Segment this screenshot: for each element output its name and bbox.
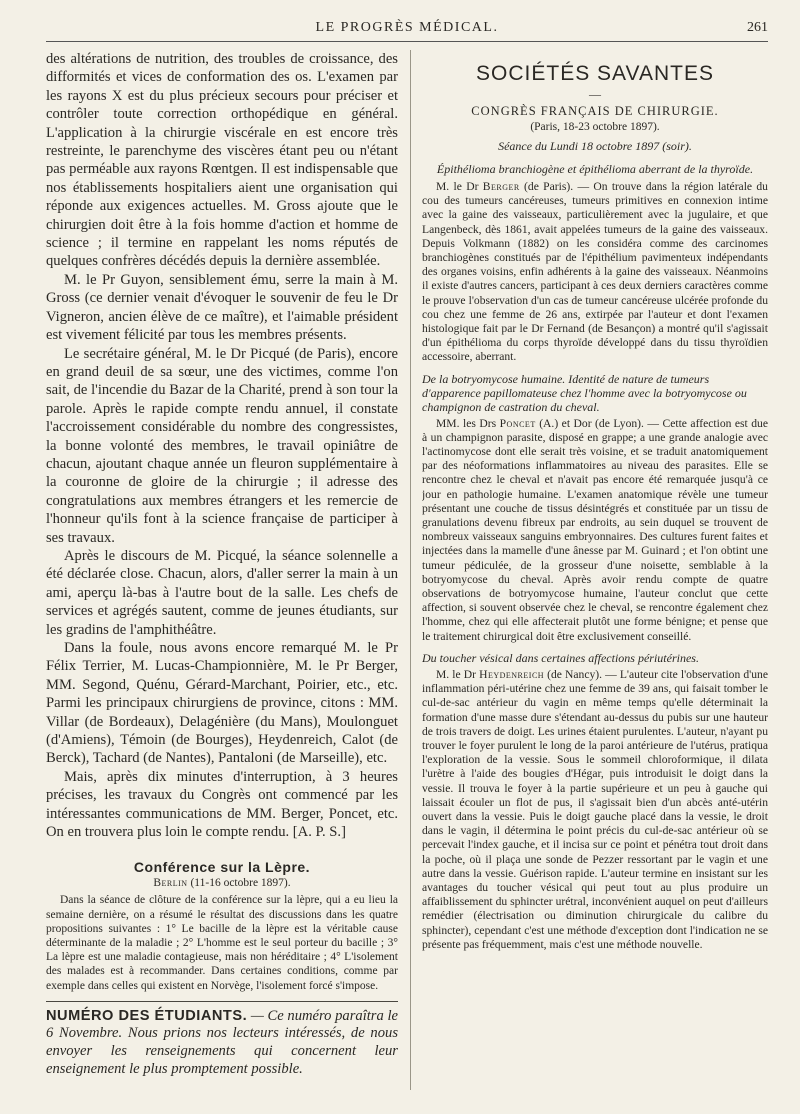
seance-line [422, 139, 768, 154]
lepre-title: Conférence sur la Lèpre. [133, 859, 311, 876]
right-column [422, 50, 768, 1088]
congress-dates: (Paris, 18-23 octobre 1897). [530, 121, 660, 133]
article-body [422, 417, 768, 644]
notice-text: — Ce numéro paraîtra le 6 Novembre. Nous prions nos lecteurs intéressés, de nous envoyer les renseignements qui concernent leur enseignement le plus promptement possible. [46, 1007, 398, 1077]
running-head [46, 14, 768, 44]
congress-title: CONGRÈS FRANÇAIS DE CHIRURGIE. [471, 104, 719, 118]
column-divider [410, 50, 411, 1090]
speaker-name: Berger [482, 180, 520, 193]
section-title: SOCIÉTÉS SAVANTES [476, 62, 714, 85]
article-text: (A.) et Dor (de Lyon). — Cette affection est due à un champignon parasite, disposé en grappe; a une grande analogie avec l'actinomycose dont elle serait très voisine, et se traduit anatomiquement par des néoformations inflammatoires au niveau des parasites. Elle se rencontre chez le cheval et n'avait pas encore été remarquée jusqu'à ce jour en pathologie humaine. L'examen anatomique révèle une tumeur présentant une couche de tissus désintégrés et constituée par un tissu de granulations devenu fibreux par endroits, au sein duquel se trouvent de nombreux vaisseaux sanguins embryonnaires. Des cultures furent faites et injectées dans la mamelle d'une ânesse par M. Guinard ; et l'on obtint une tumeur pédiculée, de la grosseur d'une noisette, semblable à la botryomycose du cheval. Après avoir rendu compte de quatre observations de botryomycose humaine, l'auteur conclut que cette affection, si souvent observée chez le cheval, se rencontre également chez l'homme, chez qui elle affecterait plutôt une forme bénigne; et pense que le traitement chirurgical doit être exclusivement conseillé. [422, 416, 768, 643]
article-lead: MM. les Drs [436, 416, 500, 430]
lepre-place [46, 877, 398, 889]
left-column [46, 50, 398, 1088]
article-lead: M. le Dr [436, 667, 480, 681]
article-heading: Épithélioma branchiogène et épithélioma aberrant de la thyroïde. [436, 162, 754, 176]
speaker-name: Poncet [499, 416, 536, 430]
paragraph: Après le discours de M. Picqué, la séance solennelle a été déclarée close. Chacun, alors, d'aller serrer la main à un ami, aperçu là-bas à l'autre bout de la salle. Les chefs de services et agrégés sautent, comme de jeunes étudiants, sur les gradins de l'amphithéâtre. [46, 547, 398, 638]
article-heading: De la botryomycose humaine. Identité de nature de tumeurs d'apparence papillomateuse chez l'homme avec la botryomycose ou champignon de castration du cheval. [422, 371, 747, 414]
notice-heading: NUMÉRO DES ÉTUDIANTS. [46, 1007, 248, 1024]
article-body [422, 668, 768, 952]
lepre-text: Dans la séance de clôture de la conférence sur la lèpre, qui a eu lieu la semaine dernière, on a résumé le résultat des discussions dans les quatre propositions suivantes : 1° Le bacille de la lèpre est la véritable cause déterminante de la maladie ; 2° L'homme est le seul porteur du bacille ; 3° La lèpre est une maladie contagieuse, mais non héréditaire ; 4° L'isolement des malades est à recommander. Dans certaines conditions, comme par exemple dans celles qui existent en Norvège, l'isolement forcé s'impose. [46, 894, 398, 992]
section-dash: — [589, 87, 601, 101]
divider [46, 1001, 398, 1002]
article-lead: M. le Dr [436, 180, 483, 193]
seance-text: Séance du Lundi 18 octobre 1897 (soir). [498, 139, 692, 153]
header-rule [46, 41, 768, 42]
article-text: (de Paris). — On trouve dans la région latérale du cou des tumeurs cancéreuses, tumeurs primitives en connexion intime avec la gaine des vaisseaux, particulièrement avec la jugulaire, et que Langenbeck, dès 1861, avait appelées tumeurs de la gaine des vaisseaux. Depuis Volkmann (1882) on les considéra comme des carcinomes branchiogènes constitués par de l'épithélium pavimenteux indépendants des organes voisins, enfin adhérents à la gaine des vaisseaux. Néanmoins il existe d'autres cancers, participant à ces deux derniers caractères comme le prouve l'observation d'un cas de tumeur cancéreuse ulcérée profonde du cou chez une femme de 26 ans, extirpée par l'auteur et dont l'examen histologique fait par le Dr Fernand (de Besançon) a montré qu'il s'agissait d'un épithélioma du corps thyroïde développé dans du tissu thyroïdien accessoire, aberrant. [422, 180, 768, 364]
paragraph: Le secrétaire général, M. le Dr Picqué (de Paris), encore en grand deuil de sa sœur, une des victimes, comme l'on sait, de l'incendie du Bazar de la Charité, prend à son tour la parole. Après le rapide compte rendu annuel, il constate l'accroissement considérable du nombre des congressistes, la bonne volonté des membres, le travail opiniâtre de chacun, ajoutant chaque année un fleuron supplémentaire à la couronne de gloire de la chirurgie ; il adresse des congratulations aux membres étrangers et les remercie de l'honneur qu'ils font à la science française de participer à ses travaux. [46, 345, 398, 546]
article-body [422, 180, 768, 365]
paragraph: des altérations de nutrition, des troubles de croissance, des difformités et vices de conformation des os. L'examen par les rayons X est du plus précieux secours pour préciser et contrôler toute correction orthopédique en général. L'application à la chirurgie viscérale en est encore très restreinte, le parenchyme des viscères étant peu ou n'étant pas perméable aux rayons Rœntgen. Il est indispensable que nos établissements hospitaliers aient une organisation qui réponde aux exigences actuelles. M. Gross ajoute que le chirurgien doit être à la fois homme d'action et homme de science ; il termine en rappelant les noms réputés de quelques confrères décédés depuis la dernière assemblée. [46, 51, 398, 270]
article-text: (de Nancy). — L'auteur cite l'observation d'une inflammation péri-utérine chez une femme de 39 ans, qui faisait tomber le cul-de-sac antérieur du vagin en même temps qu'elle déterminait la formation d'une masse dure s'étendant au-dessus du pubis sur une hauteur de trois travers de doigt. Les urines étaient purulentes. L'auteur, n'ayant pu trouver le foyer purulent le long de la paroi antérieure de l'utérus, pratiqua l'exploration de la vessie. Sous le sommeil chloroformique, il dilata l'urètre à l'aide des bougies d'Hégar, puis introduisit le doigt dans la vessie. Il trouva le foyer à la partie supérieure et un peu à gauche qui laissait écouler un flot de pus, il s'agissait bien d'un abcès anté-utérin ouvert dans la vessie. Puis le doigt gauche placé dans la vessie, le droit dans le vagin, il détermina le point précis du cul-de-sac antérieur où se percevait l'index gauche, et il incisa sur ce point et pénétra tout droit dans la poche, où il plaça une sonde de Pezzer ressortant par le vagin et une autre dans la vessie. Guérison rapide. L'auteur termine en insistant sur les avantages du toucher vésical qui peut tout au plus produire un affaiblissement du sphincter urétral, inconvénient auquel on peut d'ailleurs remédier (électrisation ou diminution chirurgicale du calibre du sphincter), cependant c'est une méthode d'exception dont l'indication ne se présente pas fréquemment, mais c'est une méthode nouvelle. [422, 667, 768, 951]
lepre-city: Berlin [153, 877, 188, 890]
article-heading: Du toucher vésical dans certaines affections périutérines. [422, 650, 699, 665]
page-number: 261 [747, 20, 768, 35]
journal-title: LE PROGRÈS MÉDICAL. [315, 20, 499, 35]
paragraph: Mais, après dix minutes d'interruption, à 3 heures précises, les travaux du Congrès ont commencé par les intéressantes communications de MM. Berger, Poncet, etc. On en trouvera plus loin le compte rendu. [A. P. S.] [46, 768, 398, 841]
students-notice [46, 1008, 398, 1078]
speaker-name: Heydenreich [479, 667, 545, 681]
paragraph: Dans la foule, nous avons encore remarqué M. le Pr Félix Terrier, M. Lucas-Championnière, M. le Pr Berger, MM. Segond, Quénu, Gérard-Marchant, Poirier, etc., etc. Parmi les principaux chirurgiens de province, citons : MM. Villar (de Bordeaux), Delagénière (du Mans), Moulonguet (d'Amiens), Témoin (de Bourges), Heydenreich, Calot (de Berck), Tachard (de Nantes), Pantaloni (de Marseille), etc. [46, 640, 398, 767]
paragraph: M. le Pr Guyon, sensiblement ému, serre la main à M. Gross (ce dernier venait d'évoquer le souvenir de feu le Dr Vigneron, ancien élève de ce maître), et l'aimable président est vivement félicité par tous les membres présents. [46, 271, 398, 344]
lepre-dates: (11-16 octobre 1897). [190, 877, 291, 890]
